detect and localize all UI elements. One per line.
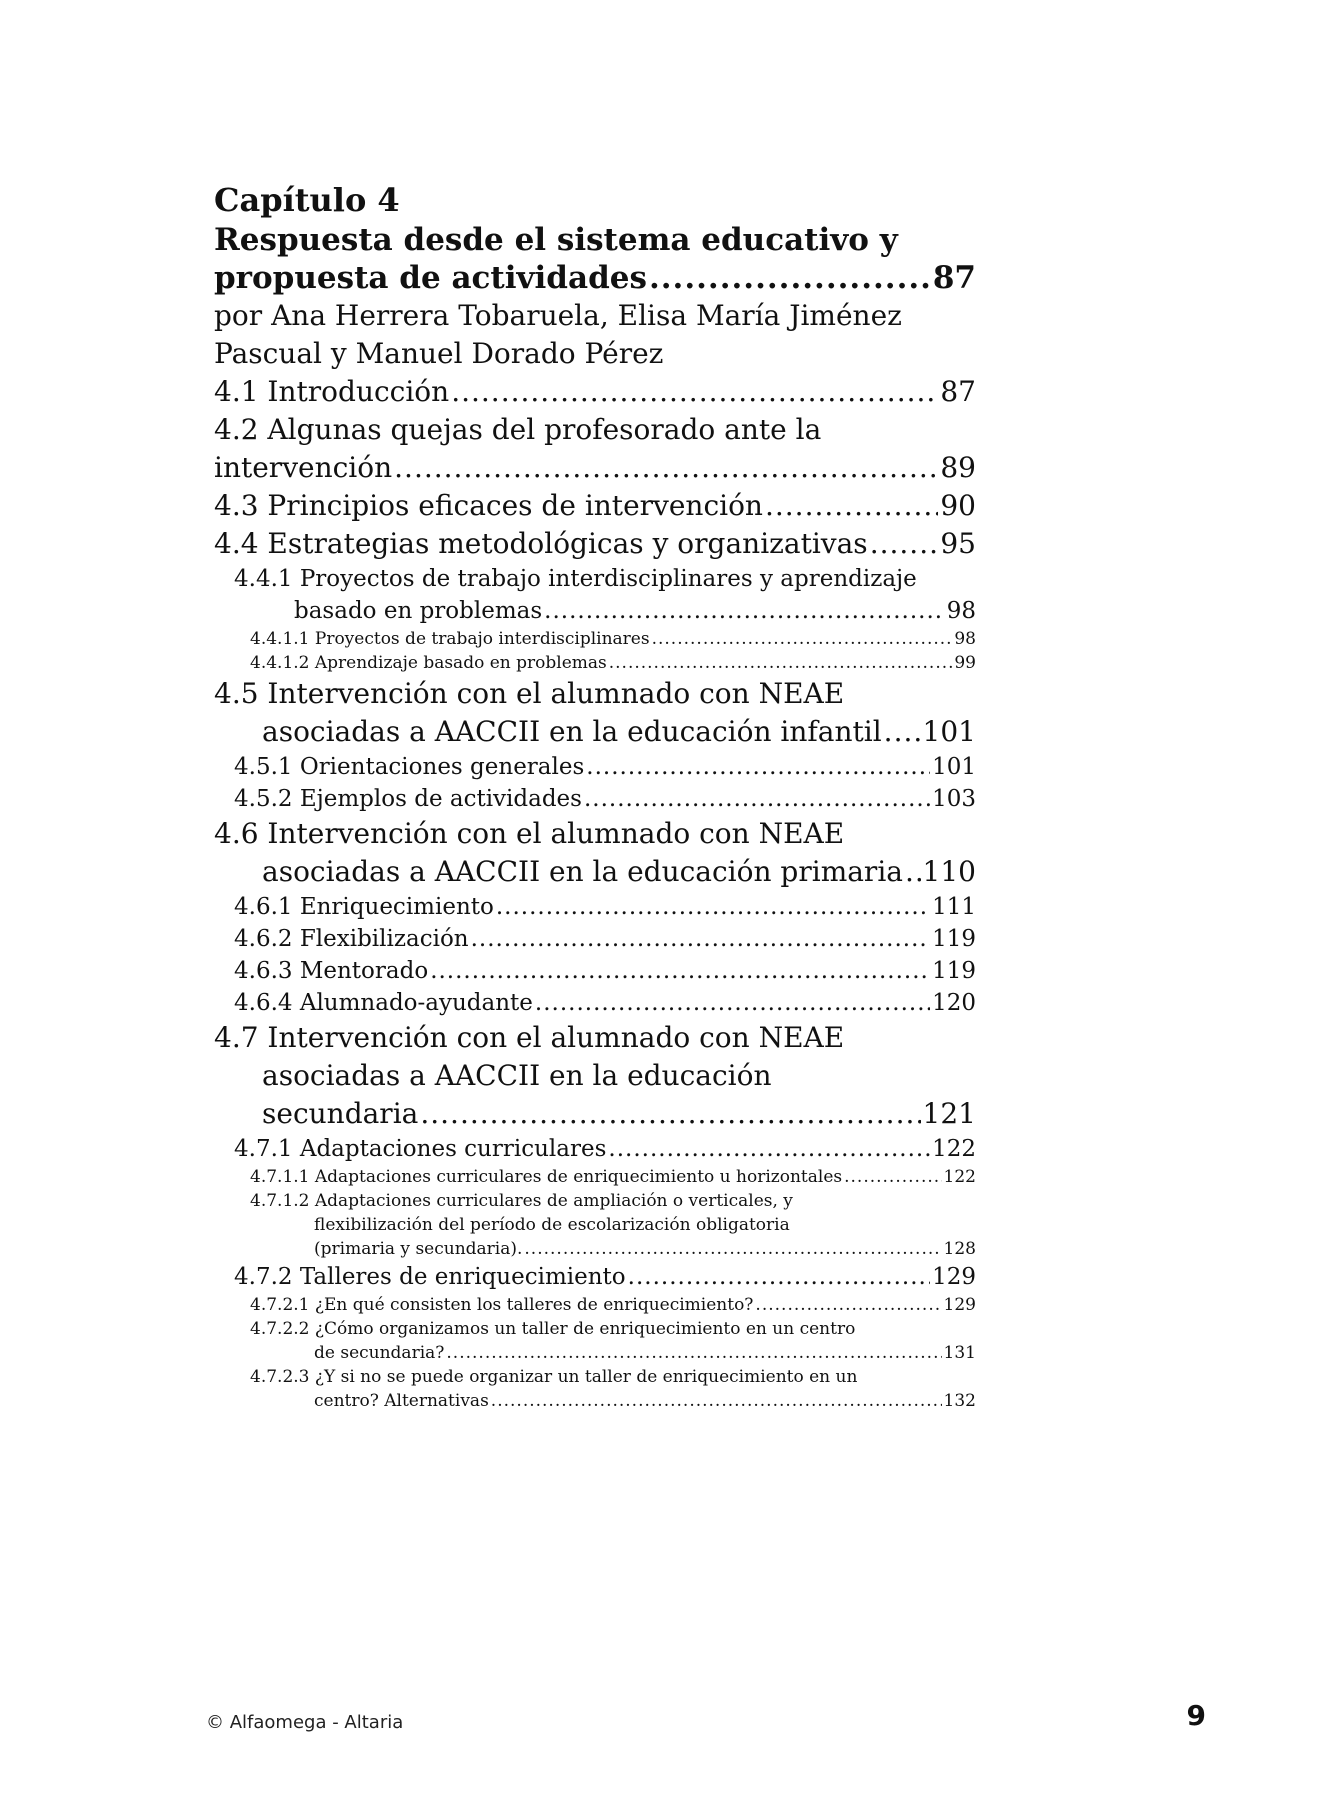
- dot-leader: [420, 1095, 920, 1133]
- page-number: 131: [943, 1343, 976, 1363]
- chapter-title-text: propuesta de actividades: [214, 260, 647, 296]
- entry-text: basado en problemas: [294, 598, 543, 624]
- footer-page-number: 9: [1186, 1699, 1206, 1732]
- page-number: 119: [932, 926, 976, 952]
- toc-entry-4-6-4[interactable]: [214, 987, 976, 1019]
- toc-entry-4-3[interactable]: [214, 487, 976, 525]
- toc-entry-4-7-2-3-line[interactable]: 4.7.2.3 ¿Y si no se puede organizar un taller de enriquecimiento en un: [250, 1367, 858, 1387]
- toc-entry-4-4[interactable]: [214, 525, 976, 563]
- toc-entry-4-7-1-2[interactable]: [214, 1237, 976, 1261]
- table-of-contents: [214, 180, 976, 1413]
- dot-leader: [649, 259, 931, 297]
- chapter-title-line: Respuesta desde el sistema educativo y: [214, 222, 898, 258]
- dot-leader: [491, 1389, 942, 1413]
- dot-leader: [905, 853, 921, 891]
- page-number: 99: [954, 653, 976, 673]
- dot-leader: [609, 651, 953, 675]
- page-number: 120: [932, 990, 976, 1016]
- entry-text: de secundaria?: [314, 1343, 445, 1363]
- page-number: 110: [922, 855, 976, 888]
- toc-entry-4-6[interactable]: [214, 853, 976, 891]
- dot-leader: [608, 1133, 930, 1165]
- toc-entry-4-7-line[interactable]: 4.7 Intervención con el alumnado con NEAE: [214, 1021, 845, 1054]
- page-number: 98: [946, 598, 976, 624]
- toc-entry-4-5-1[interactable]: [214, 751, 976, 783]
- chapter-label: Capítulo 4: [214, 181, 400, 219]
- page-number: 101: [922, 715, 976, 748]
- page-number: 122: [932, 1136, 976, 1162]
- toc-entry-4-7-line[interactable]: asociadas a AACCII en la educación: [262, 1059, 772, 1092]
- dot-leader: [628, 1261, 930, 1293]
- entry-text: 4.6.1 Enriquecimiento: [234, 894, 494, 920]
- dot-leader: [884, 713, 921, 751]
- toc-entry-4-6-3[interactable]: [214, 955, 976, 987]
- page-number: 128: [943, 1239, 976, 1259]
- dot-leader: [496, 891, 930, 923]
- footer-copyright: © Alfaomega - Altaria: [206, 1712, 404, 1733]
- toc-entry-4-2[interactable]: [214, 449, 976, 487]
- page-number: 129: [943, 1295, 976, 1315]
- toc-entry-4-2-line[interactable]: 4.2 Algunas quejas del profesorado ante la: [214, 413, 822, 446]
- entry-text: 4.6.2 Flexibilización: [234, 926, 469, 952]
- page-number: 119: [932, 958, 976, 984]
- toc-entry-4-7-1[interactable]: [214, 1133, 976, 1165]
- toc-entry-4-7-2-3[interactable]: [214, 1389, 976, 1413]
- dot-leader: [471, 923, 930, 955]
- page-number: 122: [943, 1167, 976, 1187]
- toc-entry-4-4-1[interactable]: [214, 595, 976, 627]
- page-number: 111: [932, 894, 976, 920]
- entry-text: intervención: [214, 451, 393, 484]
- entry-text: 4.7.2.1 ¿En qué consisten los talleres de enriquecimiento?: [250, 1295, 754, 1315]
- dot-leader: [755, 1293, 941, 1317]
- entry-text: 4.7.2 Talleres de enriquecimiento: [234, 1264, 626, 1290]
- toc-entry-4-7-2-2[interactable]: [214, 1341, 976, 1365]
- entry-text: 4.3 Principios eficaces de intervención: [214, 489, 763, 522]
- dot-leader: [544, 595, 945, 627]
- page-number: 87: [932, 260, 976, 296]
- entry-text: 4.4.1.2 Aprendizaje basado en problemas: [250, 653, 607, 673]
- entry-text: asociadas a AACCII en la educación infantil: [262, 715, 882, 748]
- page-number: 98: [954, 629, 976, 649]
- toc-entry-4-6-2[interactable]: [214, 923, 976, 955]
- entry-text: 4.1 Introducción: [214, 375, 450, 408]
- entry-text: 4.7.1 Adaptaciones curriculares: [234, 1136, 607, 1162]
- toc-entry-4-7[interactable]: [214, 1095, 976, 1133]
- toc-entry-4-7-2-1[interactable]: [214, 1293, 976, 1317]
- dot-leader: [844, 1165, 941, 1189]
- toc-entry-4-4-1-1[interactable]: [214, 627, 976, 651]
- toc-entry-4-7-1-2-line[interactable]: flexibilización del período de escolarización obligatoria: [314, 1215, 790, 1235]
- toc-entry-4-6-1[interactable]: [214, 891, 976, 923]
- dot-leader: [870, 525, 939, 563]
- toc-entry-4-5[interactable]: [214, 713, 976, 751]
- entry-text: 4.5.2 Ejemplos de actividades: [234, 786, 582, 812]
- toc-entry-4-5-line[interactable]: 4.5 Intervención con el alumnado con NEAE: [214, 677, 845, 710]
- page-number: 132: [943, 1391, 976, 1411]
- dot-leader: [524, 1237, 941, 1261]
- entry-text: 4.4.1.1 Proyectos de trabajo interdisciplinares: [250, 629, 650, 649]
- dot-leader: [652, 627, 953, 651]
- toc-entry-4-1[interactable]: [214, 373, 976, 411]
- toc-entry-4-7-2[interactable]: [214, 1261, 976, 1293]
- entry-text: 4.5.1 Orientaciones generales: [234, 754, 585, 780]
- toc-entry-4-6-line[interactable]: 4.6 Intervención con el alumnado con NEAE: [214, 817, 845, 850]
- entry-text: 4.7.1.1 Adaptaciones curriculares de enriquecimiento u horizontales: [250, 1167, 843, 1187]
- entry-text: 4.6.3 Mentorado: [234, 958, 429, 984]
- page-number: 95: [940, 527, 976, 560]
- page-number: 87: [940, 375, 976, 408]
- page-number: 121: [922, 1097, 976, 1130]
- toc-entry-4-7-1-2-line[interactable]: 4.7.1.2 Adaptaciones curriculares de ampliación o verticales, y: [250, 1191, 793, 1211]
- page-number: 101: [932, 754, 976, 780]
- toc-entry-4-5-2[interactable]: [214, 783, 976, 815]
- entry-text: (primaria y secundaria).: [314, 1239, 523, 1259]
- entry-text: secundaria: [262, 1097, 419, 1130]
- chapter-title-entry[interactable]: [214, 259, 976, 297]
- toc-entry-4-4-1-2[interactable]: [214, 651, 976, 675]
- entry-text: asociadas a AACCII en la educación primaria: [262, 855, 903, 888]
- page-number: 90: [940, 489, 976, 522]
- authors-line: Pascual y Manuel Dorado Pérez: [214, 337, 664, 370]
- page-number: 129: [932, 1264, 976, 1290]
- dot-leader: [765, 487, 938, 525]
- authors-line: por Ana Herrera Tobaruela, Elisa María Jiménez: [214, 299, 902, 332]
- toc-entry-4-4-1-line[interactable]: 4.4.1 Proyectos de trabajo interdisciplinares y aprendizaje: [234, 566, 917, 592]
- dot-leader: [586, 751, 930, 783]
- toc-entry-4-7-2-2-line[interactable]: 4.7.2.2 ¿Cómo organizamos un taller de enriquecimiento en un centro: [250, 1319, 856, 1339]
- dot-leader: [430, 955, 930, 987]
- page-number: 89: [940, 451, 976, 484]
- entry-text: centro? Alternativas: [314, 1391, 489, 1411]
- dot-leader: [584, 783, 930, 815]
- toc-entry-4-7-1-1[interactable]: [214, 1165, 976, 1189]
- dot-leader: [451, 373, 938, 411]
- entry-text: 4.6.4 Alumnado-ayudante: [234, 990, 533, 1016]
- dot-leader: [446, 1341, 941, 1365]
- dot-leader: [535, 987, 930, 1019]
- page-number: 103: [932, 786, 976, 812]
- dot-leader: [394, 449, 938, 487]
- entry-text: 4.4 Estrategias metodológicas y organizativas: [214, 527, 868, 560]
